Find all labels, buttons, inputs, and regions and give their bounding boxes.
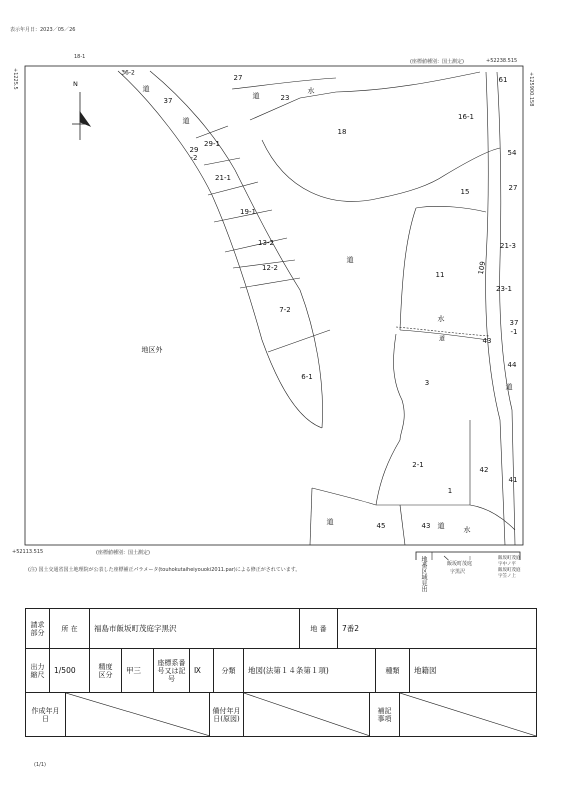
index-legend: 飯坂町茂庭 字中ノ平 飯坂町茂庭 字笠ノ上 — [498, 556, 521, 579]
water-label: 水 — [463, 526, 471, 534]
request-part-header: 請求部分 — [26, 609, 50, 649]
coord-top-right: +52238.515 — [486, 58, 518, 64]
scale-header: 出力縮尺 — [26, 649, 50, 693]
parcel-number-header: 地 番 — [300, 609, 338, 649]
parcel-label: 19-1 — [240, 208, 256, 216]
road-label: 道 — [346, 256, 354, 264]
parcel-label: 37 — [163, 97, 173, 105]
parcel-label: 27 — [508, 184, 518, 192]
sheet-ref: 18-1 — [74, 54, 86, 60]
created-date-value — [66, 693, 210, 736]
parcel-label: 36-2 — [121, 69, 135, 77]
water-label: 水 — [307, 87, 315, 95]
road-label: 道 — [142, 85, 150, 93]
parcel-label: 43 — [421, 522, 431, 530]
coord-bottom-left: +52113.515 — [12, 549, 44, 555]
coord-system-value: Ⅸ — [190, 649, 214, 693]
blank-diagonal-icon — [400, 693, 536, 736]
location-header: 所 在 — [50, 609, 90, 649]
coord-right-vertical: +125900.158 — [528, 72, 534, 107]
parcel-label: 45 — [376, 522, 386, 530]
created-date-header: 作成年月日 — [26, 693, 66, 736]
coord-system-bottom: (座標値種別：国土測定) — [96, 550, 150, 556]
installed-date-header: 備付年月日(原図) — [210, 693, 244, 736]
parcel-label: 16-1 — [458, 113, 474, 121]
coord-system-header: 座標系番号又は記号 — [154, 649, 190, 693]
road-label: 道 — [438, 335, 446, 343]
coord-left-vertical: +1225.5 — [12, 68, 18, 90]
parcel-label: 23 — [280, 94, 290, 102]
parcel-label: 41 — [508, 476, 518, 484]
location-value: 福島市飯坂町茂庭字黒沢 — [90, 609, 300, 649]
index-place1: 飯坂町茂庭 — [447, 561, 473, 567]
parcel-label: 2-1 — [412, 461, 424, 469]
road-number-label: 109 — [476, 260, 488, 276]
parcel-label: 29 — [189, 146, 199, 154]
parcel-label: 6-1 — [301, 373, 313, 381]
parcel-label: 21-1 — [215, 174, 231, 182]
type-value: 地籍図 — [410, 649, 536, 693]
precision-header: 精度区分 — [90, 649, 122, 693]
parcel-label: -2 — [190, 154, 198, 162]
north-arrow-icon — [72, 92, 90, 140]
info-table — [25, 608, 537, 737]
north-label: N — [73, 80, 78, 88]
road-label: 道 — [505, 383, 513, 391]
parcel-label: 11 — [435, 271, 445, 279]
road-label: 道 — [326, 518, 334, 526]
print-date: 表示年月日：2023／05／26 — [10, 27, 76, 33]
parcel-label: -1 — [510, 328, 518, 336]
road-label: 道 — [182, 117, 190, 125]
parcel-label: 18 — [337, 128, 347, 136]
correction-note: (注) 国土交通省国土地理院が公表した座標補正パラメータ(touhokutaiheiyouoki2011.par)による修正がされています。 — [28, 567, 301, 573]
parcel-label: 3 — [424, 379, 430, 387]
scale-value: 1/500 — [50, 649, 90, 693]
parcel-label: 21-3 — [500, 242, 516, 250]
supplement-value — [400, 693, 536, 736]
page-indicator: (1/1) — [34, 762, 46, 768]
blank-diagonal-icon — [66, 693, 210, 736]
parcel-label: 13-2 — [258, 239, 274, 247]
parcel-label: 61 — [498, 76, 508, 84]
parcel-label: 15 — [460, 188, 470, 196]
blank-diagonal-icon — [244, 693, 370, 736]
road-label: 道 — [437, 522, 445, 530]
type-header: 種類 — [376, 649, 410, 693]
road-label: 道 — [252, 92, 260, 100]
outside-district-label: 地区外 — [141, 346, 163, 354]
category-header: 分類 — [214, 649, 244, 693]
water-label: 水 — [437, 315, 445, 323]
parcel-label: 27 — [233, 74, 243, 82]
supplement-header: 補記事項 — [370, 693, 400, 736]
parcel-label: 23-1 — [496, 285, 512, 293]
parcel-label: 29-1 — [204, 140, 220, 148]
parcel-label: 43 — [482, 337, 492, 345]
coord-system-top: (座標値種別：国土測定) — [410, 59, 464, 65]
parcel-label: 12-2 — [262, 264, 278, 272]
index-place2: 字黒沢 — [450, 569, 466, 575]
category-value: 地図(法第１４条第１項) — [244, 649, 376, 693]
index-box-title: 地番区域見出 — [420, 556, 427, 592]
installed-date-value — [244, 693, 370, 736]
parcel-label: 44 — [507, 361, 517, 369]
parcel-label: 37 — [509, 319, 519, 327]
parcel-number-value: 7番2 — [338, 609, 536, 649]
parcel-label: 42 — [479, 466, 489, 474]
precision-value: 甲三 — [122, 649, 154, 693]
parcel-label: 7-2 — [279, 306, 291, 314]
parcel-label: 54 — [507, 149, 517, 157]
parcel-label: 1 — [447, 487, 453, 495]
